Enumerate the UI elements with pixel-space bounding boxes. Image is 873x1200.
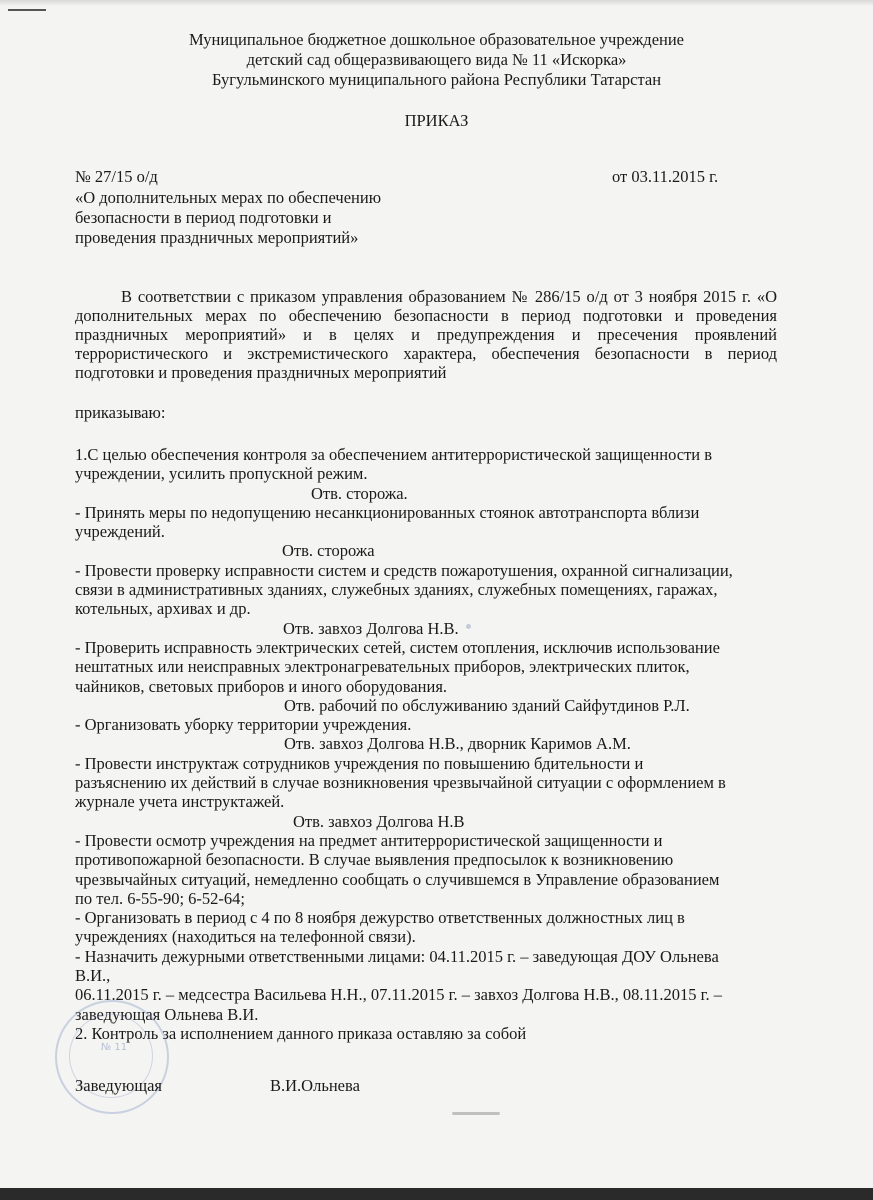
body-line: заведующая Ольнева В.И. — [75, 1004, 259, 1024]
body-line: - Провести инструктаж сотрудников учреждения по повышению бдительности и — [75, 753, 644, 773]
header-line-2: детский сад общеразвивающего вида № 11 «Искорка» — [246, 50, 627, 69]
order-word: приказываю: — [75, 403, 166, 422]
paper-fold-mark — [452, 1112, 500, 1115]
responsible-line: Отв. рабочий по обслуживанию зданий Сайфутдинов Р.Л. — [284, 695, 690, 715]
body-line: котельных, архивах и др. — [75, 599, 251, 619]
body-line: 06.11.2015 г. – медсестра Васильева Н.Н., 07.11.2015 г. – завхоз Долгова Н.В., 08.11.2015 г. – — [75, 985, 723, 1005]
preamble-line: дополнительных мерах по обеспечению безопасности в период подготовки и проведения — [75, 306, 777, 325]
body-line: связи в административных зданиях, служебных зданиях, служебных помещениях, гаражах, — [75, 580, 718, 600]
body-line: - Проверить исправность электрических сетей, систем отопления, исключив использование — [75, 637, 720, 657]
responsible-line: Отв. сторожа — [282, 541, 375, 561]
header-line-1: Муниципальное бюджетное дошкольное образовательное учреждение — [189, 30, 684, 49]
body-line: - Принять меры по недопущению несанкционированных стоянок автотранспорта вблизи — [75, 502, 700, 522]
seal-text: № 11 — [100, 1042, 128, 1053]
subject-line: безопасности в период подготовки и — [75, 208, 332, 227]
subject-line: «О дополнительных мерах по обеспечению — [75, 188, 382, 207]
body-line: разъяснению их действий в случае возникновения чрезвычайной ситуации с оформлением в — [75, 773, 726, 793]
page-top-shadow — [0, 0, 873, 6]
responsible-line: Отв. завхоз Долгова Н.В., дворник Каримов А.М. — [284, 734, 631, 754]
preamble-line: террористического и экстремистического характера, обеспечения безопасности в период — [75, 344, 777, 363]
body-line: нештатных или неисправных электронагревательных приборов, электрических плиток, — [75, 657, 690, 677]
signer-name: В.И.Ольнева — [270, 1076, 360, 1095]
document-title: ПРИКАЗ — [404, 111, 469, 130]
signer-title: Заведующая — [75, 1076, 162, 1095]
order-number: № 27/15 о/д — [75, 167, 158, 186]
preamble-line: праздничных мероприятий» и в целях и предупреждения и пресечения проявлений — [75, 325, 777, 344]
body-line: противопожарной безопасности. В случае выявления предпосылок к возникновению — [75, 850, 674, 870]
body-line: чрезвычайных ситуаций, немедленно сообщать о случившемся в Управление образованием — [75, 869, 720, 889]
subject-line: проведения праздничных мероприятий» — [75, 228, 359, 247]
body-line: - Провести осмотр учреждения на предмет антитеррористической защищенности и — [75, 830, 663, 850]
body-line: журнале учета инструктажей. — [75, 792, 285, 812]
body-line: 2. Контроль за исполнением данного приказа оставляю за собой — [75, 1023, 527, 1043]
body-line: - Организовать в период с 4 по 8 ноября дежурство ответственных должностных лиц в — [75, 908, 685, 928]
ink-dot — [466, 624, 471, 629]
institution-header — [0, 30, 873, 90]
body-line: - Организовать уборку территории учреждения. — [75, 715, 412, 735]
preamble-line: подготовки и проведения праздничных мероприятий — [75, 363, 447, 382]
scan-bottom-edge — [0, 1188, 873, 1200]
body-line: 1.С целью обеспечения контроля за обеспечением антитеррористической защищенности в — [75, 445, 713, 464]
responsible-line: Отв. сторожа. — [311, 483, 408, 503]
responsible-line: Отв. завхоз Долгова Н.В — [293, 811, 465, 831]
scan-mark — [8, 9, 46, 11]
seal-stamp — [55, 1000, 169, 1114]
body-line: - Провести проверку исправности систем и средств пожаротушения, охранной сигнализации, — [75, 560, 733, 580]
preamble-paragraph — [75, 287, 777, 382]
body-line: В.И., — [75, 966, 111, 986]
body-line: учреждении, усилить пропускной режим. — [75, 464, 368, 484]
preamble-line: В соответствии с приказом управления образованием № 286/15 о/д от 3 ноября 2015 г. «О — [121, 287, 777, 306]
order-subject — [75, 188, 381, 248]
body-line: чайников, световых приборов и иного оборудования. — [75, 676, 448, 696]
order-date: от 03.11.2015 г. — [612, 167, 719, 186]
body-line: по тел. 6-55-90; 6-52-64; — [75, 888, 245, 908]
order-body — [75, 445, 795, 1043]
body-line: учреждениях (находиться на телефонной связи). — [75, 927, 416, 947]
header-line-3: Бугульминского муниципального района Республики Татарстан — [211, 70, 662, 89]
responsible-line: Отв. завхоз Долгова Н.В. — [283, 618, 459, 638]
body-line: - Назначить дежурными ответственными лицами: 04.11.2015 г. – заведующая ДОУ Ольнева — [75, 946, 719, 966]
body-line: учреждений. — [75, 522, 165, 542]
